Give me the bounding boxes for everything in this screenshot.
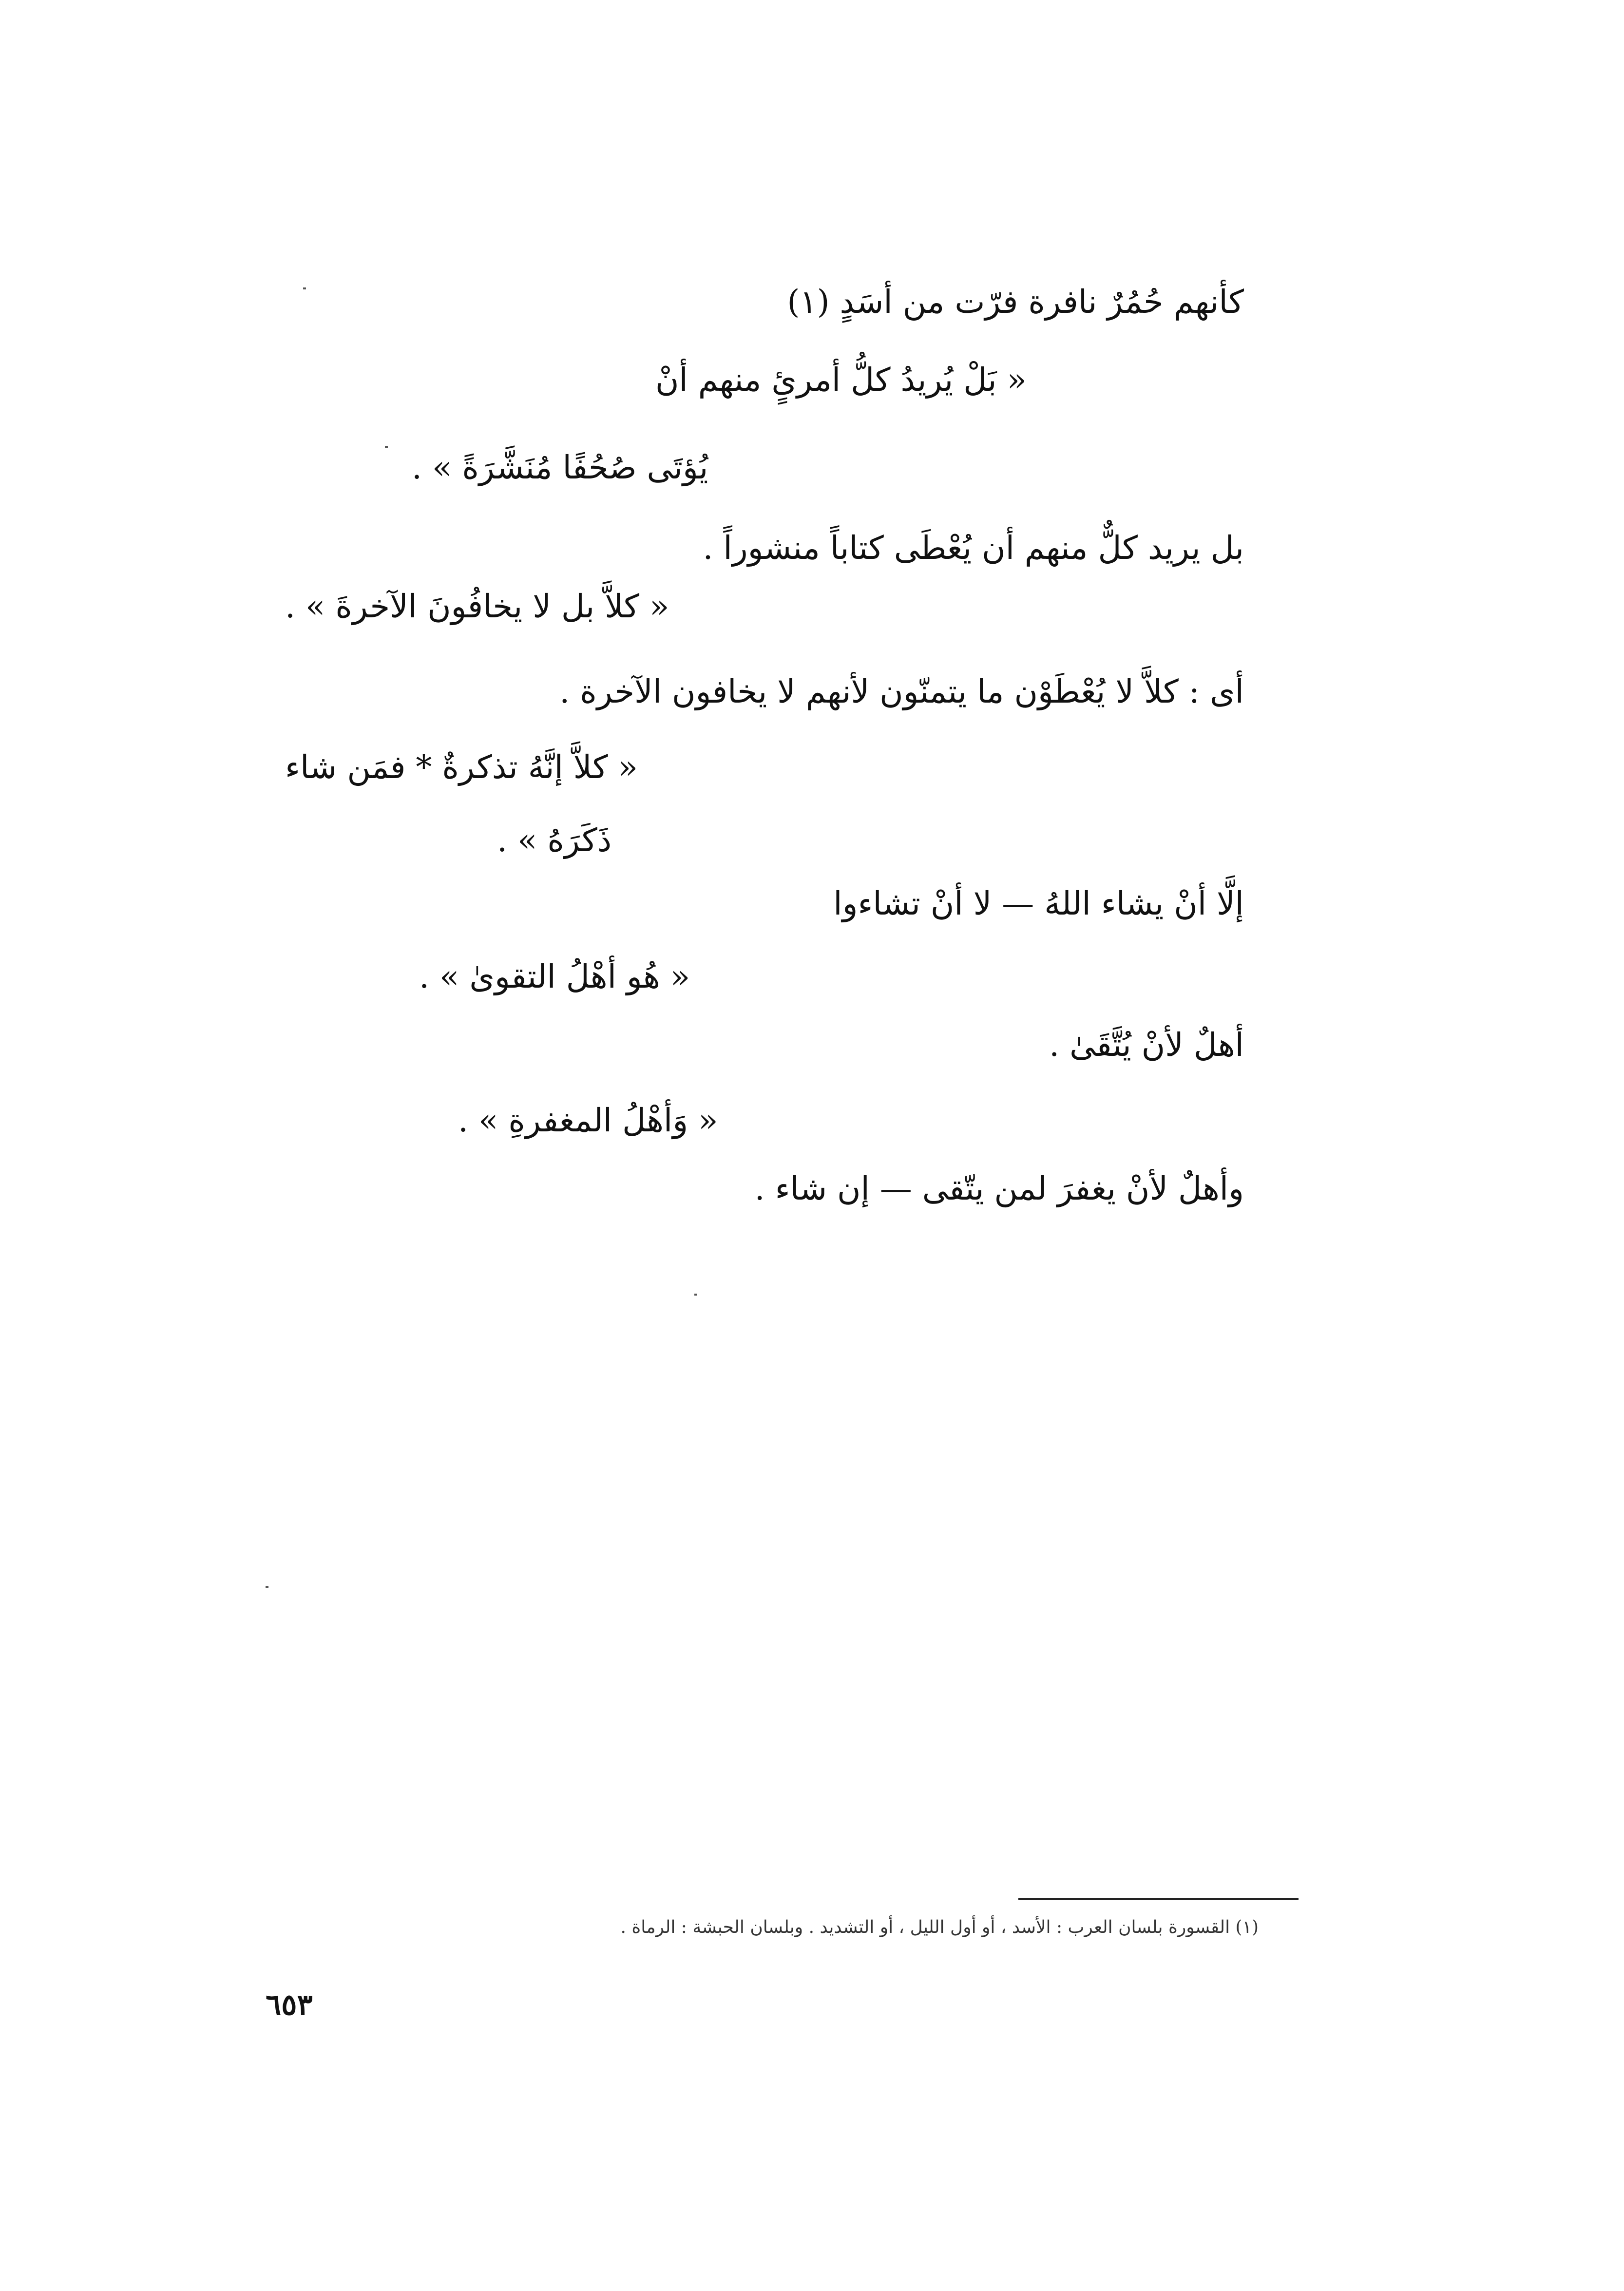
footnote-separator bbox=[1018, 1898, 1299, 1900]
quran-verse-line: « كلاَّ إنَّهُ تذكرةٌ * فمَن شاء bbox=[285, 748, 638, 786]
commentary-line: أى : كلاَّ لا يُعْطَوْن ما يتمنّون لأنهم لا يخافون الآخرة . bbox=[559, 673, 1244, 710]
commentary-line: أهلٌ لأنْ يُتَّقَىٰ . bbox=[1049, 1026, 1244, 1064]
scan-speck bbox=[303, 287, 306, 289]
quran-verse-line: يُؤتَى صُحُفًا مُنَشَّرَةً » . bbox=[412, 449, 708, 486]
commentary-line: وأهلٌ لأنْ يغفرَ لمن يتّقى — إن شاء . bbox=[754, 1170, 1244, 1207]
scan-speck bbox=[694, 1294, 697, 1296]
page-number: ٦٥٣ bbox=[266, 1988, 313, 2022]
scan-speck bbox=[266, 1586, 268, 1588]
footnote: (١) القسورة بلسان العرب : الأسد ، أو أول الليل ، أو التشديد . وبلسان الحبشة : الرماة . bbox=[620, 1917, 1259, 1937]
scan-speck bbox=[385, 446, 388, 448]
quran-verse-line: « بَلْ يُريدُ كلُّ أمرئٍ منهم أنْ bbox=[655, 361, 1027, 399]
commentary-line: بل يريد كلٌّ منهم أن يُعْطَى كتاباً منشوراً . bbox=[703, 529, 1244, 567]
commentary-line: كأنهم حُمُرٌ نافرة فرّت من أسَدٍ (١) bbox=[787, 283, 1244, 321]
quran-verse-line: « هُو أهْلُ التقوىٰ » . bbox=[419, 958, 690, 995]
quran-verse-line: ذَكَرَهُ » . bbox=[497, 821, 612, 859]
commentary-line: إلَّا أنْ يشاء اللهُ — لا أنْ تشاءوا bbox=[833, 885, 1244, 922]
quran-verse-line: « وَأهْلُ المغفرةِ » . bbox=[458, 1102, 718, 1139]
quran-verse-line: « كلاَّ بل لا يخافُونَ الآخرةَ » . bbox=[285, 588, 669, 625]
